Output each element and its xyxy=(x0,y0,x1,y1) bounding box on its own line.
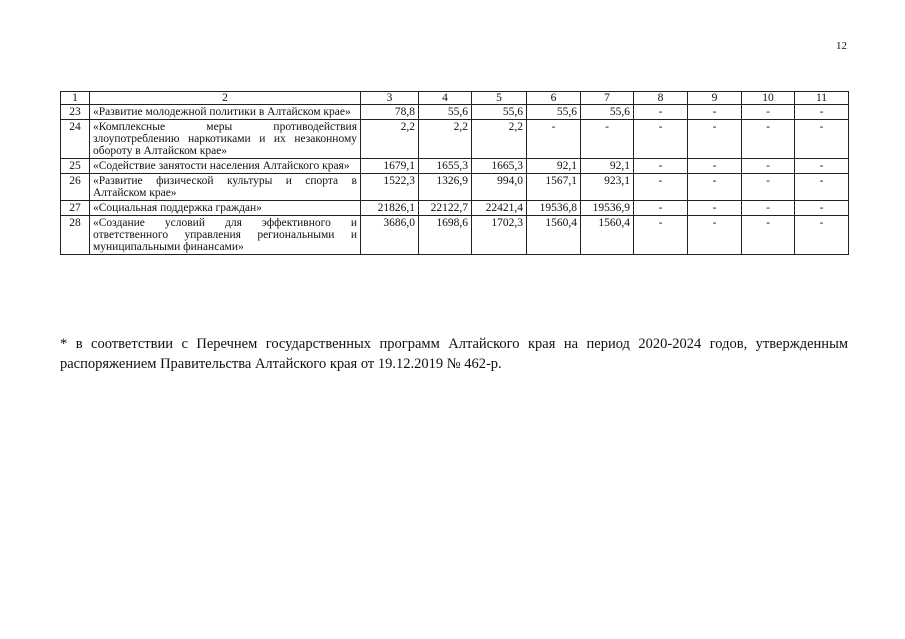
table-cell: - xyxy=(634,120,688,159)
row-number: 25 xyxy=(61,159,90,174)
row-number: 27 xyxy=(61,201,90,216)
column-header: 1 xyxy=(61,92,90,105)
table-cell: - xyxy=(634,105,688,120)
row-number: 24 xyxy=(61,120,90,159)
column-header: 11 xyxy=(795,92,849,105)
table-cell: 2,2 xyxy=(472,120,527,159)
table-cell: - xyxy=(742,120,795,159)
program-name: «Развитие молодежной политики в Алтайском крае» xyxy=(90,105,361,120)
table-cell: - xyxy=(634,216,688,255)
table-cell: 1698,6 xyxy=(419,216,472,255)
column-header: 9 xyxy=(688,92,742,105)
table-cell: - xyxy=(688,105,742,120)
program-name: «Содействие занятости населения Алтайского края» xyxy=(90,159,361,174)
table-cell: - xyxy=(795,174,849,201)
table-body xyxy=(61,105,849,255)
table-cell: - xyxy=(742,159,795,174)
table-cell: 55,6 xyxy=(472,105,527,120)
table-cell: 2,2 xyxy=(361,120,419,159)
table-cell: - xyxy=(795,105,849,120)
table-cell: - xyxy=(742,105,795,120)
program-name: «Развитие физической культуры и спорта в Алтайском крае» xyxy=(90,174,361,201)
table-cell: - xyxy=(795,201,849,216)
table-cell: - xyxy=(634,174,688,201)
table-cell: - xyxy=(795,216,849,255)
table-cell: 19536,9 xyxy=(581,201,634,216)
table-cell: - xyxy=(688,174,742,201)
column-header: 10 xyxy=(742,92,795,105)
table-cell: 3686,0 xyxy=(361,216,419,255)
column-header: 3 xyxy=(361,92,419,105)
programs-table xyxy=(60,91,849,255)
table-cell: 92,1 xyxy=(527,159,581,174)
program-name: «Социальная поддержка граждан» xyxy=(90,201,361,216)
column-header: 5 xyxy=(472,92,527,105)
table-cell: - xyxy=(527,120,581,159)
table-row xyxy=(61,159,849,174)
footnote: * в соответствии с Перечнем государственных программ Алтайского края на период 2020-2024 годов, утвержденным распоряжением Правительства Алтайского края от 19.12.2019 № 462-р. xyxy=(60,335,848,372)
column-header: 6 xyxy=(527,92,581,105)
table-cell: - xyxy=(688,120,742,159)
table-cell: 55,6 xyxy=(527,105,581,120)
table-cell: - xyxy=(795,159,849,174)
table-cell: 22122,7 xyxy=(419,201,472,216)
table-cell: - xyxy=(742,174,795,201)
table-row xyxy=(61,201,849,216)
table-cell: 21826,1 xyxy=(361,201,419,216)
table-cell: - xyxy=(688,159,742,174)
table-row xyxy=(61,105,849,120)
table-cell: 1522,3 xyxy=(361,174,419,201)
column-header: 8 xyxy=(634,92,688,105)
table-cell: 1702,3 xyxy=(472,216,527,255)
table-cell: 55,6 xyxy=(581,105,634,120)
table-cell: 1560,4 xyxy=(527,216,581,255)
table-cell: - xyxy=(634,201,688,216)
table-cell: 1567,1 xyxy=(527,174,581,201)
table-cell: - xyxy=(742,216,795,255)
table-row xyxy=(61,216,849,255)
table-cell: 923,1 xyxy=(581,174,634,201)
row-number: 23 xyxy=(61,105,90,120)
table-cell: 55,6 xyxy=(419,105,472,120)
table-header-row xyxy=(61,92,849,105)
table-cell: 994,0 xyxy=(472,174,527,201)
program-name: «Комплексные меры противодействия злоупотреблению наркотиками и их незаконному обороту в Алтайском крае» xyxy=(90,120,361,159)
table-cell: 1326,9 xyxy=(419,174,472,201)
table-cell: - xyxy=(688,216,742,255)
column-header: 7 xyxy=(581,92,634,105)
table-cell: - xyxy=(742,201,795,216)
table-cell: - xyxy=(688,201,742,216)
program-name: «Создание условий для эффективного и ответственного управления региональными и муниципальными финансами» xyxy=(90,216,361,255)
table-cell: 92,1 xyxy=(581,159,634,174)
row-number: 26 xyxy=(61,174,90,201)
table-cell: - xyxy=(634,159,688,174)
table-cell: 19536,8 xyxy=(527,201,581,216)
table-cell: 1665,3 xyxy=(472,159,527,174)
table-cell: 2,2 xyxy=(419,120,472,159)
table-row xyxy=(61,174,849,201)
row-number: 28 xyxy=(61,216,90,255)
table-cell: - xyxy=(581,120,634,159)
table-cell: 1655,3 xyxy=(419,159,472,174)
column-header: 2 xyxy=(90,92,361,105)
table-cell: 1679,1 xyxy=(361,159,419,174)
table-cell: 78,8 xyxy=(361,105,419,120)
table-cell: 1560,4 xyxy=(581,216,634,255)
table-cell: - xyxy=(795,120,849,159)
column-header: 4 xyxy=(419,92,472,105)
page-number: 12 xyxy=(836,40,847,52)
table-cell: 22421,4 xyxy=(472,201,527,216)
table-row xyxy=(61,120,849,159)
